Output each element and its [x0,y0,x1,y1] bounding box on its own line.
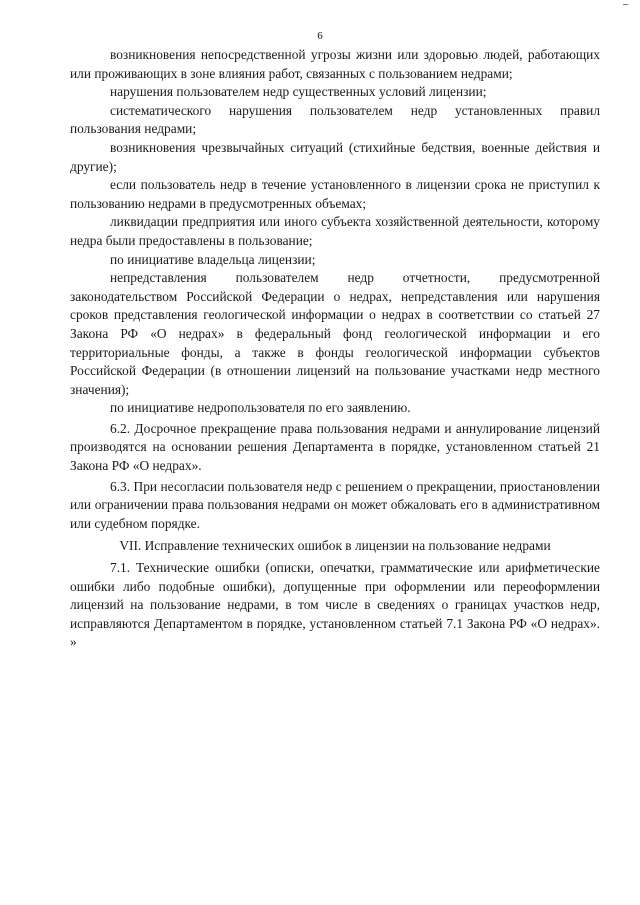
document-body [70,46,600,652]
paragraph-6-2: 6.2. Досрочное прекращение права пользования недрами и аннулирование лицензий производятся на основании решения Департамента в порядке, установленном статьей 21 Закона РФ «О недрах». [70,420,600,474]
scan-artifact-mark [623,4,628,5]
paragraph-not-started-use: если пользователь недр в течение установленного в лицензии срока не приступил к пользованию недрами в предусмотренных объемах; [70,177,600,211]
paragraph-liquidation: ликвидации предприятия или иного субъекта хозяйственной деятельности, которому недра были предоставлены в пользование; [70,214,600,248]
paragraph-threat-to-life: возникновения непосредственной угрозы жизни или здоровью людей, работающих или проживающих в зоне влияния работ, связанных с пользованием недрами; [70,47,600,81]
paragraph-license-violation: нарушения пользователем недр существенных условий лицензии; [110,84,487,100]
paragraph-owner-initiative: по инициативе владельца лицензии; [110,251,316,267]
page-number: 6 [317,30,323,42]
paragraph-reporting-failure: непредставления пользователем недр отчетности, предусмотренной законодательством Российской Федерации о недрах, непредставления или нарушения сроков представления геологической информации о недрах в соответствии со статьей 27 Закона РФ «О недрах» в федеральный фонд геологической информации и его территориальные фонды, а также в фонды геологической информации субъектов Российской Федерации (в отношении лицензий на пользование участками недр местного значения); [70,270,600,397]
paragraph-6-3: 6.3. При несогласии пользователя недр с решением о прекращении, приостановлении или ограничении права пользования недрами он может обжаловать его в административном или судебном порядке. [70,478,600,531]
paragraph-emergencies: возникновения чрезвычайных ситуаций (стихийные бедствия, военные действия и другие); [70,139,600,174]
paragraph-systematic-violation: систематического нарушения пользователем недр установленных правил пользования недрами; [70,102,600,137]
section-heading-vii: VII. Исправление технических ошибок в лицензии на пользование недрами [119,538,551,554]
paragraph-user-initiative: по инициативе недропользователя по его заявлению. [110,400,411,416]
paragraph-7-1: 7.1. Технические ошибки (описки, опечатки, грамматические или арифметические ошибки либо подобные ошибки), допущенные при оформлении или переоформлении лицензий на пользование недрами, в том числе в сведениях о границах участков недр, исправляются Департаментом в порядке, установленном статьей 7.1 Закона РФ «О недрах». » [70,560,600,650]
